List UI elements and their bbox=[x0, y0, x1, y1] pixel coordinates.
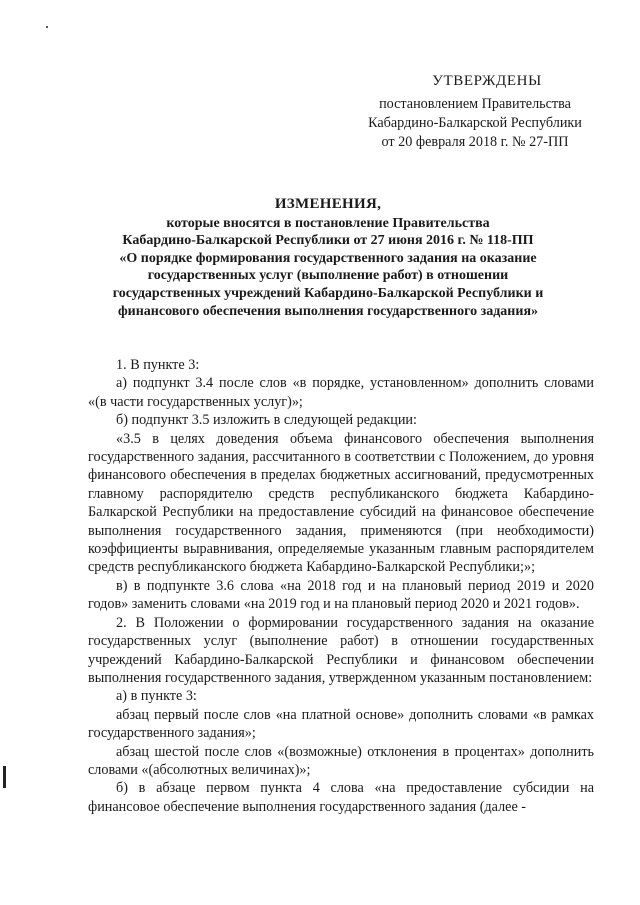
title-line-1: которые вносятся в постановление Правительства bbox=[166, 215, 490, 231]
scan-margin-mark bbox=[3, 766, 6, 788]
paragraph-8: абзац первый после слов «на платной основе» дополнить словами «в рамках государственного задания»; bbox=[88, 706, 594, 742]
title-line-4: государственных услуг (выполнение работ) в отношении bbox=[147, 268, 509, 284]
paragraph-7: а) в пункте 3: bbox=[116, 688, 197, 705]
document-title bbox=[78, 196, 578, 320]
document-body bbox=[88, 356, 594, 816]
title-line-5: государственных учреждений Кабардино-Балкарской Республики и bbox=[112, 285, 544, 301]
title-line-3: «О порядке формирования государственного задания на оказание bbox=[119, 250, 537, 266]
approval-stamp bbox=[340, 72, 610, 152]
paragraph-2: а) подпункт 3.4 после слов «в порядке, установленном» дополнить словами «(в части государственных услуг)»; bbox=[88, 375, 594, 410]
title-line-2: Кабардино-Балкарской Республики от 27 июня 2016 г. № 118-ПП bbox=[122, 233, 534, 249]
approval-heading: УТВЕРЖДЕНЫ bbox=[432, 73, 542, 89]
paragraph-10: б) в абзаце первом пункта 4 слова «на предоставление субсидии на финансовое обеспечение выполнения государственного задания (далее - bbox=[88, 780, 594, 815]
paragraph-5: в) в подпункте 3.6 слова «на 2018 год и на плановый период 2019 и 2020 годов» заменить словами «на 2019 год и на плановый период 2020 и 2021 годов». bbox=[88, 577, 594, 613]
paragraph-6: 2. В Положении о формировании государственного задания на оказание государственных услуг (выполнение работ) в отношении государственных учреждений Кабардино-Балкарской Республики и финансовом обеспечении выполнения государственного задания, утвержденном указанным постановлением: bbox=[88, 614, 594, 686]
paragraph-4: «3.5 в целях доведения объема финансового обеспечения выполнения государственного задания, рассчитанного в соответствии с Положением, до уровня финансового обеспечения в пределах бюджетных ассигнований, предусмотренных главному распорядителю средств республиканского бюджета Кабардино-Балкарской Республики на предоставление субсидий на финансовое обеспечение выполнения государственного задания, применяются (при необходимости) коэффициенты выравнивания, определяемые указанным главным распорядителем средств республиканского бюджета Кабардино-Балкарской Республики;»; bbox=[88, 430, 594, 576]
approval-line-1: постановлением Правительства bbox=[379, 96, 571, 112]
paragraph-1: 1. В пункте 3: bbox=[116, 357, 200, 373]
scan-speck bbox=[46, 26, 48, 28]
paragraph-3: б) подпункт 3.5 изложить в следующей редакции: bbox=[116, 412, 417, 429]
approval-line-2: Кабардино-Балкарской Республики bbox=[368, 115, 582, 131]
paragraph-9: абзац шестой после слов «(возможные) отклонения в процентах» дополнить словами «(абсолютных величинах)»; bbox=[88, 743, 594, 778]
title-main: ИЗМЕНЕНИЯ, bbox=[274, 196, 382, 212]
approval-line-3: от 20 февраля 2018 г. № 27-ПП bbox=[381, 134, 569, 150]
title-line-6: финансового обеспечения выполнения государственного задания» bbox=[117, 303, 539, 319]
